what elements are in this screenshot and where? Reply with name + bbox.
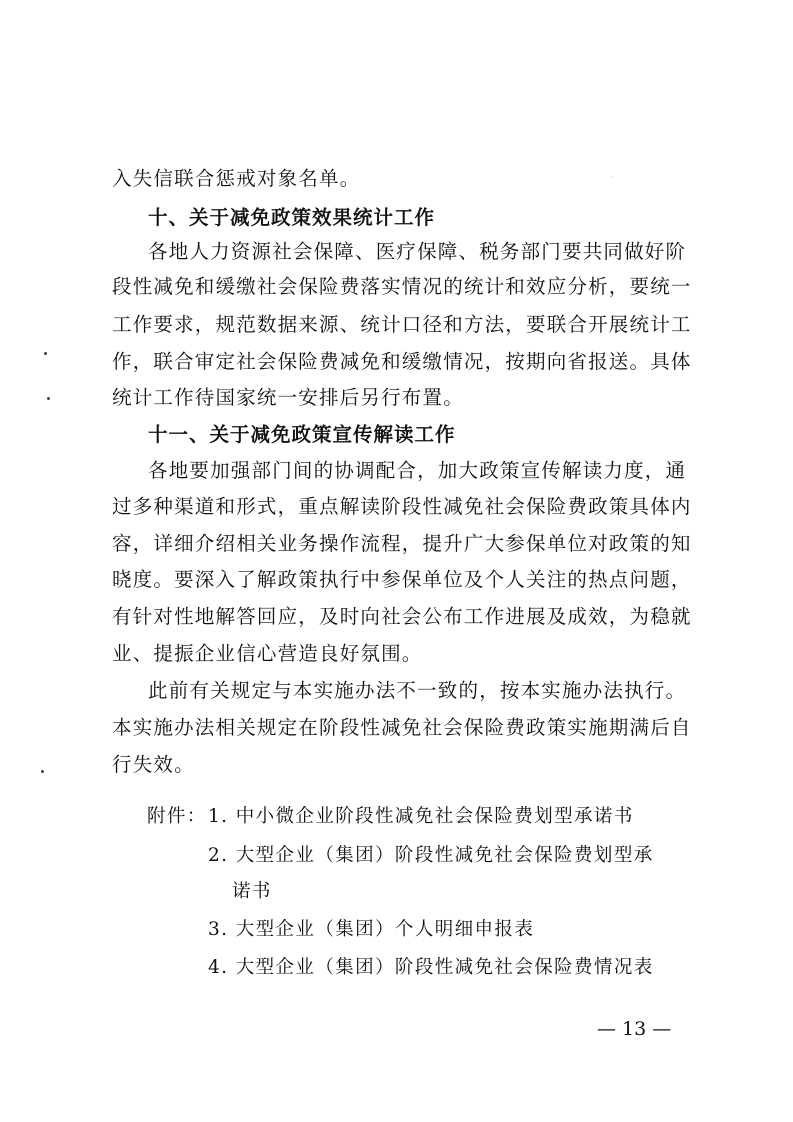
attachment-item: 1. 中小微企业阶段性减免社会保险费划型承诺书 <box>208 806 634 827</box>
body-line: 晓度。要深入了解政策执行中参保单位及个人关注的热点问题， <box>112 568 692 591</box>
attachment-item: 3. 大型企业（集团）个人明细申报表 <box>208 919 535 940</box>
body-line: 本实施办法相关规定在阶段性减免社会保险费政策实施期满后自 <box>112 716 692 739</box>
page-number: — 13 — <box>597 1018 672 1040</box>
body-line: 行失效。 <box>112 753 195 776</box>
body-line: 入失信联合惩戒对象名单。 <box>112 167 361 190</box>
body-line: 过多种渠道和形式，重点解读阶段性减免社会保险费政策具体内 <box>112 495 692 518</box>
body-line: 各地人力资源社会保障、医疗保障、税务部门要共同做好阶 <box>148 240 687 263</box>
body-line: 此前有关规定与本实施办法不一致的，按本实施办法执行。 <box>148 679 687 702</box>
body-line: 容，详细介绍相关业务操作流程，提升广大参保单位对政策的知 <box>112 532 692 555</box>
section-heading-11: 十一、关于减免政策宣传解读工作 <box>148 423 456 446</box>
body-line: 有针对性地解答回应，及时向社会公布工作进展及成效，为稳就 <box>112 605 692 628</box>
attachment-item-continuation: 诺书 <box>232 881 272 902</box>
body-line: 各地要加强部门间的协调配合，加大政策宣传解读力度，通 <box>148 459 687 482</box>
attachments-label: 附件： <box>147 806 207 827</box>
attachment-item: 4. 大型企业（集团）阶段性减免社会保险费情况表 <box>208 957 654 978</box>
scan-speck <box>47 397 50 400</box>
scan-speck <box>44 352 47 355</box>
body-line: 作，联合审定社会保险费减免和缓缴情况，按期向省报送。具体 <box>112 350 692 373</box>
body-line: 段性减免和缓缴社会保险费落实情况的统计和效应分析，要统一 <box>112 275 692 298</box>
scan-artifact: · <box>610 173 613 183</box>
body-line: 工作要求，规范数据来源、统计口径和方法，要联合开展统计工 <box>112 313 692 336</box>
section-heading-10: 十、关于减免政策效果统计工作 <box>148 206 436 229</box>
body-line: 统计工作待国家统一安排后另行布置。 <box>112 386 464 409</box>
body-line: 业、提振企业信心营造良好氛围。 <box>112 642 423 665</box>
scan-speck <box>41 770 44 773</box>
attachment-item: 2. 大型企业（集团）阶段性减免社会保险费划型承 <box>208 845 654 866</box>
